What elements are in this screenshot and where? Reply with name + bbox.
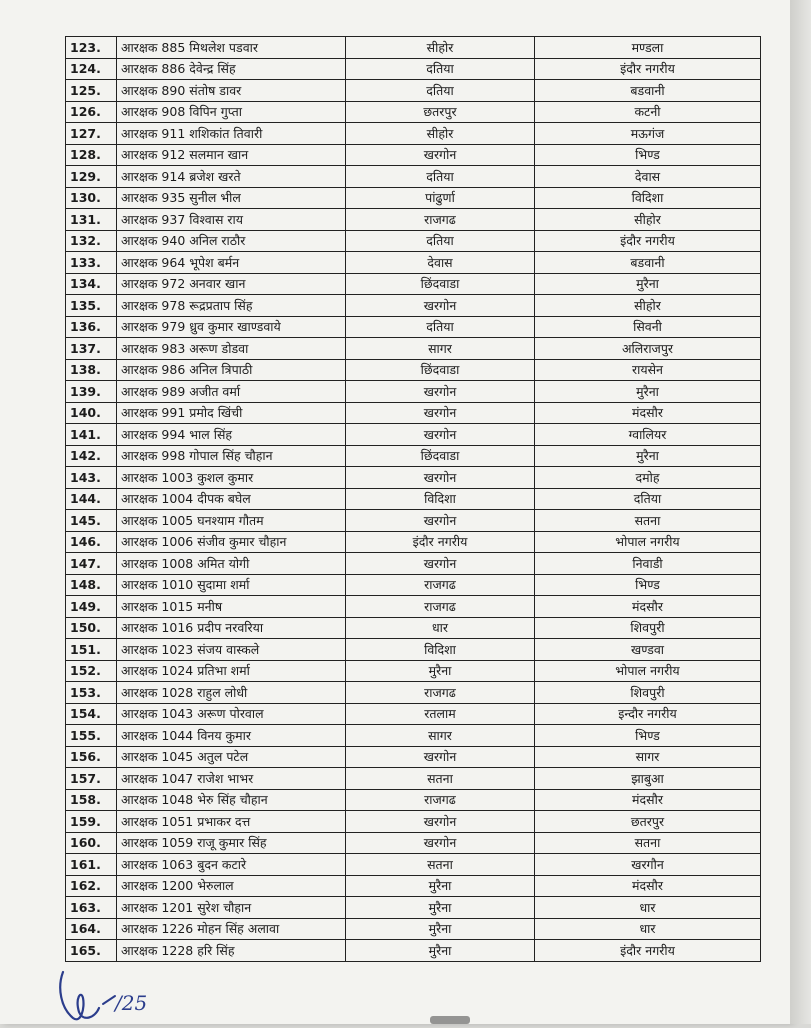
transfer-table bbox=[65, 36, 761, 962]
from-district-cell: छिंदवाडा bbox=[346, 273, 535, 295]
to-district-cell: इन्दौर नगरीय bbox=[535, 703, 761, 725]
serial-number-cell: 164. bbox=[66, 918, 117, 940]
name-cell: आरक्षक 983 अरूण डोडवा bbox=[117, 338, 346, 360]
serial-number-cell: 132. bbox=[66, 230, 117, 252]
name-cell: आरक्षक 886 देवेन्द्र सिंह bbox=[117, 58, 346, 80]
to-district-cell: धार bbox=[535, 918, 761, 940]
table-row bbox=[66, 338, 761, 360]
table-row bbox=[66, 209, 761, 231]
serial-number-cell: 126. bbox=[66, 101, 117, 123]
name-cell: आरक्षक 1004 दीपक बघेल bbox=[117, 488, 346, 510]
serial-number-cell: 162. bbox=[66, 875, 117, 897]
serial-number-cell: 155. bbox=[66, 725, 117, 747]
name-cell: आरक्षक 1048 भेरु सिंह चौहान bbox=[117, 789, 346, 811]
to-district-cell: बडवानी bbox=[535, 252, 761, 274]
from-district-cell: दतिया bbox=[346, 230, 535, 252]
table-row bbox=[66, 703, 761, 725]
table-row bbox=[66, 639, 761, 661]
to-district-cell: भिण्ड bbox=[535, 725, 761, 747]
name-cell: आरक्षक 972 अनवार खान bbox=[117, 273, 346, 295]
table-row bbox=[66, 488, 761, 510]
name-cell: आरक्षक 1059 राजू कुमार सिंह bbox=[117, 832, 346, 854]
from-district-cell: दतिया bbox=[346, 316, 535, 338]
from-district-cell: खरगोन bbox=[346, 811, 535, 833]
table-row bbox=[66, 316, 761, 338]
to-district-cell: ग्वालियर bbox=[535, 424, 761, 446]
from-district-cell: राजगढ bbox=[346, 209, 535, 231]
serial-number-cell: 129. bbox=[66, 166, 117, 188]
to-district-cell: सतना bbox=[535, 832, 761, 854]
to-district-cell: दतिया bbox=[535, 488, 761, 510]
to-district-cell: सतना bbox=[535, 510, 761, 532]
to-district-cell: शिवपुरी bbox=[535, 617, 761, 639]
table-row bbox=[66, 101, 761, 123]
table-row bbox=[66, 37, 761, 59]
page-edge bbox=[790, 0, 811, 1024]
table-row bbox=[66, 252, 761, 274]
from-district-cell: मुरैना bbox=[346, 940, 535, 962]
serial-number-cell: 138. bbox=[66, 359, 117, 381]
to-district-cell: इंदौर नगरीय bbox=[535, 940, 761, 962]
to-district-cell: भोपाल नगरीय bbox=[535, 531, 761, 553]
table-row bbox=[66, 295, 761, 317]
transfer-table-body bbox=[66, 37, 761, 962]
table-row bbox=[66, 897, 761, 919]
name-cell: आरक्षक 964 भूपेश बर्मन bbox=[117, 252, 346, 274]
serial-number-cell: 150. bbox=[66, 617, 117, 639]
to-district-cell: भोपाल नगरीय bbox=[535, 660, 761, 682]
from-district-cell: पांढुर्णा bbox=[346, 187, 535, 209]
to-district-cell: इंदौर नगरीय bbox=[535, 230, 761, 252]
name-cell: आरक्षक 912 सलमान खान bbox=[117, 144, 346, 166]
from-district-cell: खरगोन bbox=[346, 467, 535, 489]
from-district-cell: सीहोर bbox=[346, 37, 535, 59]
table-row bbox=[66, 187, 761, 209]
table-row bbox=[66, 940, 761, 962]
from-district-cell: छतरपुर bbox=[346, 101, 535, 123]
table-row bbox=[66, 273, 761, 295]
from-district-cell: राजगढ bbox=[346, 789, 535, 811]
name-cell: आरक्षक 885 मिथलेश पडवार bbox=[117, 37, 346, 59]
from-district-cell: दतिया bbox=[346, 58, 535, 80]
to-district-cell: अलिराजपुर bbox=[535, 338, 761, 360]
name-cell: आरक्षक 989 अजीत वर्मा bbox=[117, 381, 346, 403]
to-district-cell: निवाडी bbox=[535, 553, 761, 575]
from-district-cell: मुरैना bbox=[346, 897, 535, 919]
table-row bbox=[66, 832, 761, 854]
to-district-cell: झाबुआ bbox=[535, 768, 761, 790]
from-district-cell: रतलाम bbox=[346, 703, 535, 725]
from-district-cell: खरगोन bbox=[346, 424, 535, 446]
name-cell: आरक्षक 1028 राहुल लोधी bbox=[117, 682, 346, 704]
name-cell: आरक्षक 1200 भेरुलाल bbox=[117, 875, 346, 897]
table-row bbox=[66, 467, 761, 489]
from-district-cell: सतना bbox=[346, 854, 535, 876]
name-cell: आरक्षक 998 गोपाल सिंह चौहान bbox=[117, 445, 346, 467]
name-cell: आरक्षक 994 भाल सिंह bbox=[117, 424, 346, 446]
from-district-cell: छिंदवाडा bbox=[346, 445, 535, 467]
from-district-cell: खरगोन bbox=[346, 553, 535, 575]
table-row bbox=[66, 875, 761, 897]
serial-number-cell: 146. bbox=[66, 531, 117, 553]
name-cell: आरक्षक 986 अनिल त्रिपाठी bbox=[117, 359, 346, 381]
table-row bbox=[66, 144, 761, 166]
from-district-cell: देवास bbox=[346, 252, 535, 274]
table-row bbox=[66, 854, 761, 876]
serial-number-cell: 142. bbox=[66, 445, 117, 467]
from-district-cell: इंदौर नगरीय bbox=[346, 531, 535, 553]
table-row bbox=[66, 660, 761, 682]
serial-number-cell: 128. bbox=[66, 144, 117, 166]
name-cell: आरक्षक 890 संतोष डावर bbox=[117, 80, 346, 102]
name-cell: आरक्षक 911 शशिकांत तिवारी bbox=[117, 123, 346, 145]
serial-number-cell: 156. bbox=[66, 746, 117, 768]
serial-number-cell: 147. bbox=[66, 553, 117, 575]
table-row bbox=[66, 789, 761, 811]
name-cell: आरक्षक 1023 संजय वास्कले bbox=[117, 639, 346, 661]
from-district-cell: खरगोन bbox=[346, 832, 535, 854]
table-row bbox=[66, 574, 761, 596]
from-district-cell: मुरैना bbox=[346, 918, 535, 940]
name-cell: आरक्षक 937 विश्वास राय bbox=[117, 209, 346, 231]
serial-number-cell: 152. bbox=[66, 660, 117, 682]
from-district-cell: छिंदवाडा bbox=[346, 359, 535, 381]
name-cell: आरक्षक 1015 मनीष bbox=[117, 596, 346, 618]
table-row bbox=[66, 531, 761, 553]
serial-number-cell: 133. bbox=[66, 252, 117, 274]
from-district-cell: राजगढ bbox=[346, 574, 535, 596]
to-district-cell: मुरैना bbox=[535, 273, 761, 295]
to-district-cell: शिवपुरी bbox=[535, 682, 761, 704]
table-row bbox=[66, 617, 761, 639]
from-district-cell: विदिशा bbox=[346, 488, 535, 510]
signature-date: /25 bbox=[115, 991, 148, 1015]
serial-number-cell: 140. bbox=[66, 402, 117, 424]
to-district-cell: सीहोर bbox=[535, 295, 761, 317]
table-row bbox=[66, 424, 761, 446]
serial-number-cell: 123. bbox=[66, 37, 117, 59]
serial-number-cell: 154. bbox=[66, 703, 117, 725]
name-cell: आरक्षक 1043 अरूण पोरवाल bbox=[117, 703, 346, 725]
table-row bbox=[66, 58, 761, 80]
name-cell: आरक्षक 979 ध्रुव कुमार खाण्डवाये bbox=[117, 316, 346, 338]
to-district-cell: खण्डवा bbox=[535, 639, 761, 661]
table-row bbox=[66, 553, 761, 575]
from-district-cell: सतना bbox=[346, 768, 535, 790]
serial-number-cell: 131. bbox=[66, 209, 117, 231]
serial-number-cell: 163. bbox=[66, 897, 117, 919]
to-district-cell: खरगौन bbox=[535, 854, 761, 876]
to-district-cell: कटनी bbox=[535, 101, 761, 123]
name-cell: आरक्षक 1201 सुरेश चौहान bbox=[117, 897, 346, 919]
from-district-cell: धार bbox=[346, 617, 535, 639]
serial-number-cell: 158. bbox=[66, 789, 117, 811]
to-district-cell: मंदसौर bbox=[535, 402, 761, 424]
serial-number-cell: 157. bbox=[66, 768, 117, 790]
name-cell: आरक्षक 1047 राजेश भाभर bbox=[117, 768, 346, 790]
to-district-cell: सीहोर bbox=[535, 209, 761, 231]
name-cell: आरक्षक 914 ब्रजेश खरते bbox=[117, 166, 346, 188]
name-cell: आरक्षक 935 सुनील भील bbox=[117, 187, 346, 209]
to-district-cell: मण्डला bbox=[535, 37, 761, 59]
to-district-cell: देवास bbox=[535, 166, 761, 188]
name-cell: आरक्षक 1008 अमित योगी bbox=[117, 553, 346, 575]
table-row bbox=[66, 596, 761, 618]
from-district-cell: राजगढ bbox=[346, 596, 535, 618]
table-row bbox=[66, 381, 761, 403]
table-row bbox=[66, 768, 761, 790]
name-cell: आरक्षक 1005 घनश्याम गौतम bbox=[117, 510, 346, 532]
name-cell: आरक्षक 1010 सुदामा शर्मा bbox=[117, 574, 346, 596]
table-row bbox=[66, 402, 761, 424]
to-district-cell: दमोह bbox=[535, 467, 761, 489]
name-cell: आरक्षक 1226 मोहन सिंह अलावा bbox=[117, 918, 346, 940]
name-cell: आरक्षक 978 रूद्रप्रताप सिंह bbox=[117, 295, 346, 317]
serial-number-cell: 127. bbox=[66, 123, 117, 145]
serial-number-cell: 125. bbox=[66, 80, 117, 102]
serial-number-cell: 124. bbox=[66, 58, 117, 80]
to-district-cell: मऊगंज bbox=[535, 123, 761, 145]
page-mark bbox=[430, 1016, 470, 1024]
to-district-cell: बडवानी bbox=[535, 80, 761, 102]
to-district-cell: मंदसौर bbox=[535, 789, 761, 811]
serial-number-cell: 161. bbox=[66, 854, 117, 876]
serial-number-cell: 144. bbox=[66, 488, 117, 510]
table-row bbox=[66, 123, 761, 145]
from-district-cell: विदिशा bbox=[346, 639, 535, 661]
name-cell: आरक्षक 1228 हरि सिंह bbox=[117, 940, 346, 962]
from-district-cell: खरगोन bbox=[346, 746, 535, 768]
from-district-cell: दतिया bbox=[346, 166, 535, 188]
name-cell: आरक्षक 991 प्रमोद खिंची bbox=[117, 402, 346, 424]
table-row bbox=[66, 166, 761, 188]
serial-number-cell: 139. bbox=[66, 381, 117, 403]
to-district-cell: मंदसौर bbox=[535, 875, 761, 897]
table-row bbox=[66, 230, 761, 252]
name-cell: आरक्षक 1044 विनय कुमार bbox=[117, 725, 346, 747]
serial-number-cell: 160. bbox=[66, 832, 117, 854]
from-district-cell: खरगोन bbox=[346, 402, 535, 424]
serial-number-cell: 153. bbox=[66, 682, 117, 704]
serial-number-cell: 159. bbox=[66, 811, 117, 833]
to-district-cell: मंदसौर bbox=[535, 596, 761, 618]
serial-number-cell: 149. bbox=[66, 596, 117, 618]
from-district-cell: मुरैना bbox=[346, 660, 535, 682]
to-district-cell: सिवनी bbox=[535, 316, 761, 338]
name-cell: आरक्षक 1045 अतुल पटेल bbox=[117, 746, 346, 768]
to-district-cell: मुरैना bbox=[535, 445, 761, 467]
to-district-cell: छतरपुर bbox=[535, 811, 761, 833]
name-cell: आरक्षक 1006 संजीव कुमार चौहान bbox=[117, 531, 346, 553]
name-cell: आरक्षक 1051 प्रभाकर दत्त bbox=[117, 811, 346, 833]
name-cell: आरक्षक 1063 बुदन कटारे bbox=[117, 854, 346, 876]
table-row bbox=[66, 359, 761, 381]
from-district-cell: सागर bbox=[346, 338, 535, 360]
serial-number-cell: 130. bbox=[66, 187, 117, 209]
from-district-cell: खरगोन bbox=[346, 144, 535, 166]
to-district-cell: विदिशा bbox=[535, 187, 761, 209]
from-district-cell: सागर bbox=[346, 725, 535, 747]
serial-number-cell: 151. bbox=[66, 639, 117, 661]
from-district-cell: दतिया bbox=[346, 80, 535, 102]
table-row bbox=[66, 918, 761, 940]
name-cell: आरक्षक 1003 कुशल कुमार bbox=[117, 467, 346, 489]
to-district-cell: भिण्ड bbox=[535, 574, 761, 596]
to-district-cell: रायसेन bbox=[535, 359, 761, 381]
serial-number-cell: 137. bbox=[66, 338, 117, 360]
name-cell: आरक्षक 908 विपिन गुप्ता bbox=[117, 101, 346, 123]
serial-number-cell: 136. bbox=[66, 316, 117, 338]
to-district-cell: मुरैना bbox=[535, 381, 761, 403]
to-district-cell: इंदौर नगरीय bbox=[535, 58, 761, 80]
table-row bbox=[66, 682, 761, 704]
from-district-cell: राजगढ bbox=[346, 682, 535, 704]
from-district-cell: मुरैना bbox=[346, 875, 535, 897]
serial-number-cell: 145. bbox=[66, 510, 117, 532]
to-district-cell: सागर bbox=[535, 746, 761, 768]
to-district-cell: भिण्ड bbox=[535, 144, 761, 166]
serial-number-cell: 135. bbox=[66, 295, 117, 317]
name-cell: आरक्षक 1024 प्रतिभा शर्मा bbox=[117, 660, 346, 682]
from-district-cell: सीहोर bbox=[346, 123, 535, 145]
handwritten-signature bbox=[55, 968, 165, 1028]
table-row bbox=[66, 746, 761, 768]
table-row bbox=[66, 445, 761, 467]
name-cell: आरक्षक 1016 प्रदीप नरवरिया bbox=[117, 617, 346, 639]
table-row bbox=[66, 510, 761, 532]
table-row bbox=[66, 725, 761, 747]
serial-number-cell: 141. bbox=[66, 424, 117, 446]
from-district-cell: खरगोन bbox=[346, 295, 535, 317]
serial-number-cell: 148. bbox=[66, 574, 117, 596]
from-district-cell: खरगोन bbox=[346, 510, 535, 532]
serial-number-cell: 134. bbox=[66, 273, 117, 295]
serial-number-cell: 165. bbox=[66, 940, 117, 962]
to-district-cell: धार bbox=[535, 897, 761, 919]
from-district-cell: खरगोन bbox=[346, 381, 535, 403]
name-cell: आरक्षक 940 अनिल राठौर bbox=[117, 230, 346, 252]
serial-number-cell: 143. bbox=[66, 467, 117, 489]
table-row bbox=[66, 80, 761, 102]
table-row bbox=[66, 811, 761, 833]
